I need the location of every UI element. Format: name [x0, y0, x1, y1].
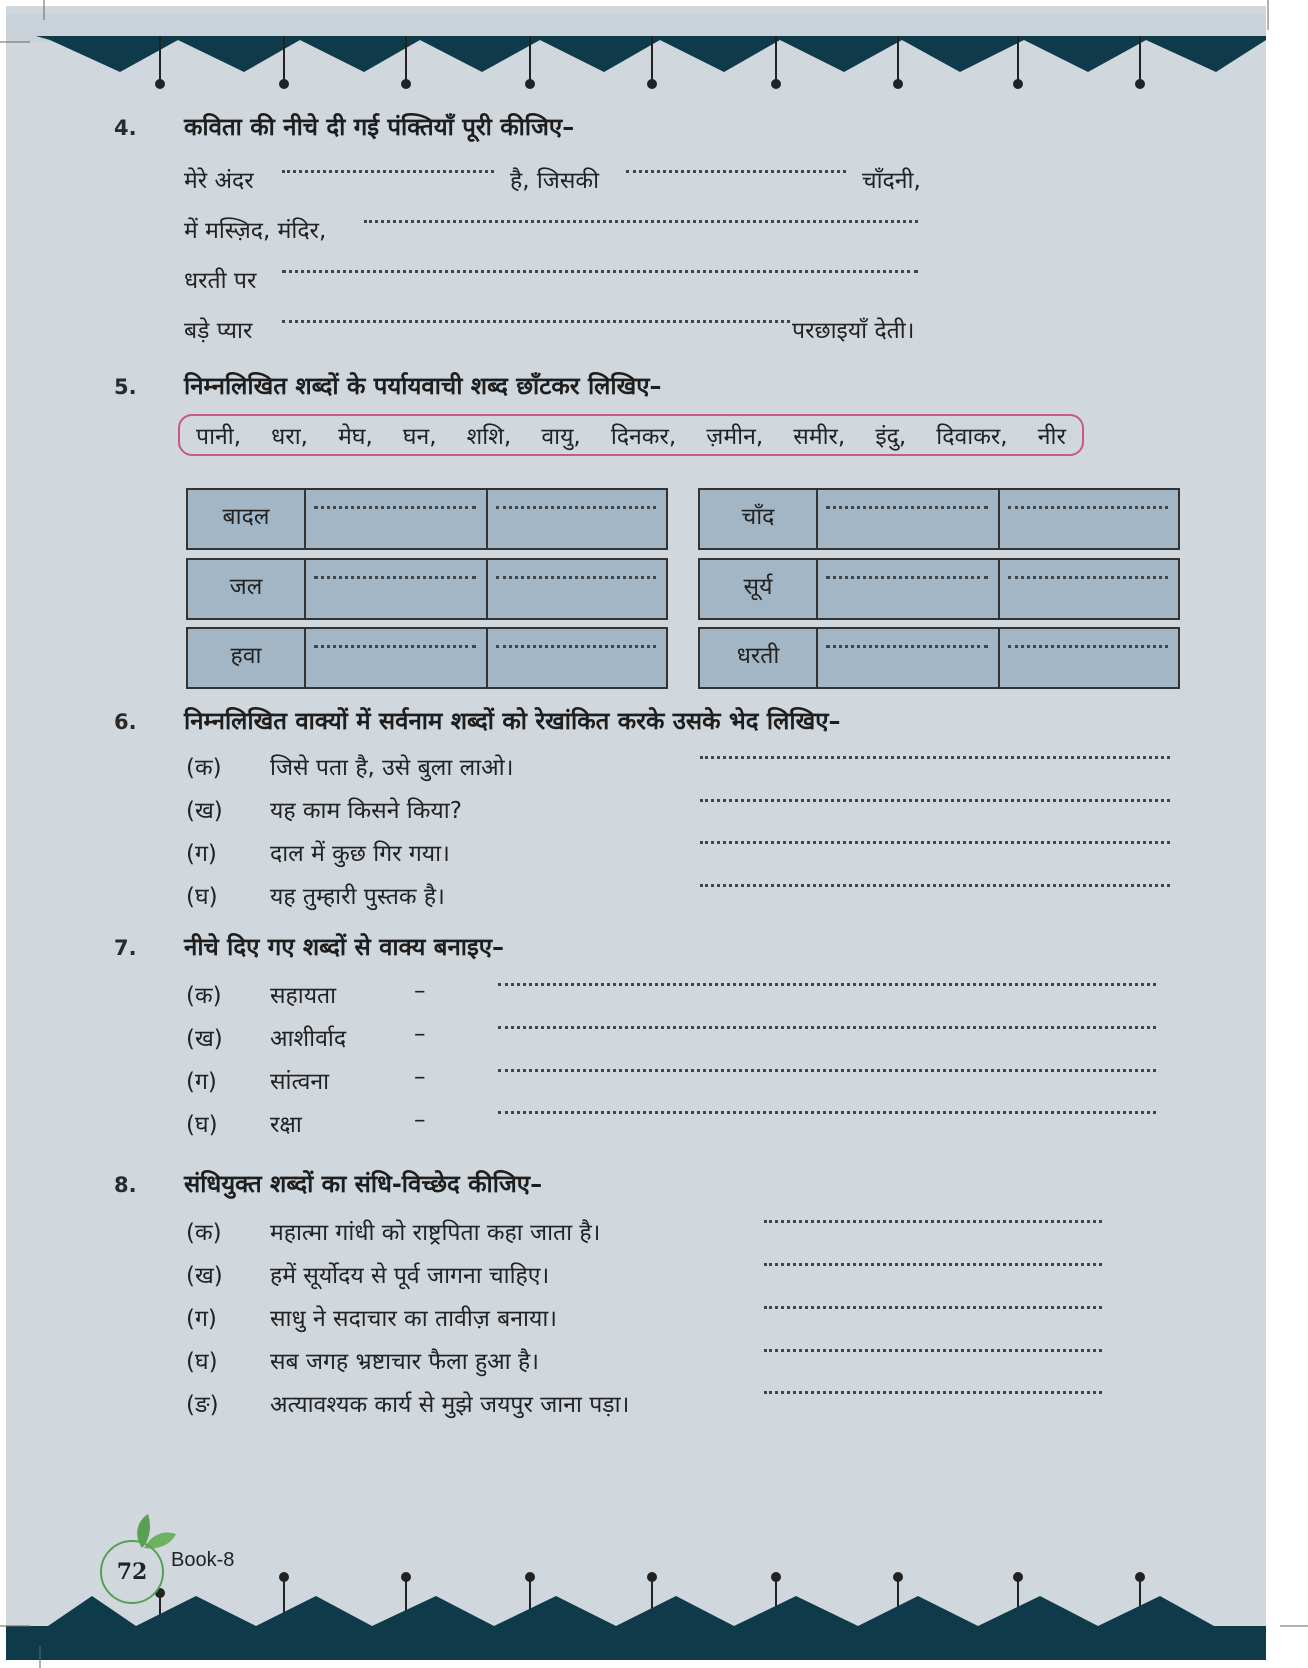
q8-item-label: (ख) [186, 1263, 223, 1289]
q8-item-text: साधु ने सदाचार का तावीज़ बनाया। [270, 1306, 558, 1332]
word-bank-item: मेघ, [338, 424, 373, 450]
q4-blank-4[interactable] [282, 270, 918, 273]
q4-blank-1[interactable] [282, 170, 494, 173]
q8-number: 8. [114, 1173, 137, 1197]
q6-answer-line[interactable] [700, 756, 1170, 759]
q8-answer-line[interactable] [764, 1263, 1102, 1266]
q7-item-label: (घ) [186, 1112, 218, 1138]
q7-dash: – [414, 1021, 426, 1047]
q4-blank-3[interactable] [364, 220, 918, 223]
q8-item-label: (घ) [186, 1349, 218, 1375]
word-bank-item: नीर [1037, 424, 1066, 450]
q8-item-text: सब जगह भ्रष्टाचार फैला हुआ है। [270, 1349, 539, 1375]
q8-item-label: (ग) [186, 1306, 217, 1332]
word-bank-item: वायु, [541, 424, 581, 450]
q7-item-word: रक्षा [270, 1112, 302, 1138]
q8-answer-line[interactable] [764, 1349, 1102, 1352]
page-number: 72 [100, 1540, 164, 1604]
q7-item-label: (क) [186, 983, 222, 1009]
q4-line4-a: बड़े प्यार [184, 318, 253, 344]
q7-title: नीचे दिए गए शब्दों से वाक्य बनाइए– [184, 933, 505, 961]
synonym-answer-cell[interactable] [818, 560, 1000, 618]
q8-answer-line[interactable] [764, 1220, 1102, 1223]
synonym-word: बादल [188, 490, 306, 548]
synonym-answer-cell[interactable] [306, 629, 488, 687]
q8-item-label: (ङ) [186, 1392, 219, 1418]
synonym-row [186, 488, 668, 550]
q6-item-label: (घ) [186, 884, 218, 910]
q7-dash: – [414, 978, 426, 1004]
q7-number: 7. [114, 936, 137, 960]
q4-line3: धरती पर [184, 268, 257, 294]
synonym-row [186, 627, 668, 689]
book-label: Book-8 [171, 1549, 235, 1571]
word-bank-item: दिनकर, [610, 424, 677, 450]
q4-number: 4. [114, 116, 137, 140]
q7-answer-line[interactable] [498, 1069, 1156, 1072]
q7-dash: – [414, 1064, 426, 1090]
q4-line1-c: चाँदनी, [862, 168, 921, 194]
q8-item-label: (क) [186, 1220, 222, 1246]
synonym-row [698, 488, 1180, 550]
q7-answer-line[interactable] [498, 1111, 1156, 1114]
q6-answer-line[interactable] [700, 884, 1170, 887]
q7-item-word: सहायता [270, 983, 337, 1009]
q7-item-label: (ख) [186, 1026, 223, 1052]
synonym-answer-cell[interactable] [1000, 629, 1178, 687]
q6-item-label: (ख) [186, 798, 223, 824]
q4-line1-b: है, जिसकी [510, 168, 600, 194]
q8-item-text: अत्यावश्यक कार्य से मुझे जयपुर जाना पड़ा। [270, 1392, 630, 1418]
q8-title: संधियुक्त शब्दों का संधि-विच्छेद कीजिए– [184, 1170, 543, 1198]
word-bank-item: ज़मीन, [706, 424, 764, 450]
q8-item-text: महात्मा गांधी को राष्ट्रपिता कहा जाता है। [270, 1220, 601, 1246]
word-bank-item: समीर, [793, 424, 846, 450]
synonym-row [186, 558, 668, 620]
q7-item-word: आशीर्वाद [270, 1026, 347, 1052]
synonym-word: धरती [700, 629, 818, 687]
synonym-answer-cell[interactable] [818, 490, 1000, 548]
q4-title: कविता की नीचे दी गई पंक्तियाँ पूरी कीजिए– [184, 113, 575, 141]
top-bunting-decoration [0, 0, 1308, 100]
synonym-word: जल [188, 560, 306, 618]
synonym-answer-cell[interactable] [306, 560, 488, 618]
q4-line1-a: मेरे अंदर [184, 168, 254, 194]
q6-answer-line[interactable] [700, 799, 1170, 802]
q7-answer-line[interactable] [498, 983, 1156, 986]
synonym-answer-cell[interactable] [488, 629, 666, 687]
word-bank-item: दिवाकर, [936, 424, 1008, 450]
q6-item-label: (क) [186, 755, 222, 781]
q4-line4-b: परछाइयाँ देती। [792, 318, 915, 344]
synonym-answer-cell[interactable] [488, 560, 666, 618]
q6-item-text: दाल में कुछ गिर गया। [270, 841, 450, 867]
q7-dash: – [414, 1107, 426, 1133]
q6-item-label: (ग) [186, 841, 217, 867]
q4-line2: में मस्ज़िद, मंदिर, [184, 218, 327, 244]
q4-blank-5[interactable] [282, 320, 790, 323]
q6-item-text: यह तुम्हारी पुस्तक है। [270, 884, 445, 910]
bottom-bunting-decoration [0, 1560, 1308, 1668]
synonym-answer-cell[interactable] [1000, 560, 1178, 618]
synonym-answer-cell[interactable] [1000, 490, 1178, 548]
q6-answer-line[interactable] [700, 841, 1170, 844]
q6-title: निम्नलिखित वाक्यों में सर्वनाम शब्दों को रेखांकित करके उसके भेद लिखिए– [184, 707, 841, 735]
synonym-word: चाँद [700, 490, 818, 548]
word-bank [178, 414, 1084, 456]
synonym-answer-cell[interactable] [306, 490, 488, 548]
q6-item-text: यह काम किसने किया? [270, 798, 462, 824]
q8-answer-line[interactable] [764, 1306, 1102, 1309]
word-bank-item: इंदु, [875, 424, 907, 450]
synonym-row [698, 558, 1180, 620]
q5-number: 5. [114, 375, 137, 399]
q5-title: निम्नलिखित शब्दों के पर्यायवाची शब्द छाँटकर लिखिए– [184, 372, 662, 400]
synonym-answer-cell[interactable] [818, 629, 1000, 687]
q7-item-label: (ग) [186, 1069, 217, 1095]
synonym-word: सूर्य [700, 560, 818, 618]
word-bank-item: घन, [402, 424, 437, 450]
q7-item-word: सांत्वना [270, 1069, 330, 1095]
q8-item-text: हमें सूर्योदय से पूर्व जागना चाहिए। [270, 1263, 550, 1289]
q7-answer-line[interactable] [498, 1026, 1156, 1029]
q6-number: 6. [114, 710, 137, 734]
word-bank-item: पानी, [196, 424, 242, 450]
q8-answer-line[interactable] [764, 1391, 1102, 1394]
synonym-row [698, 627, 1180, 689]
word-bank-item: धरा, [271, 424, 308, 450]
q6-item-text: जिसे पता है, उसे बुला लाओ। [270, 755, 514, 781]
synonym-word: हवा [188, 629, 306, 687]
q4-blank-2[interactable] [626, 170, 846, 173]
synonym-answer-cell[interactable] [488, 490, 666, 548]
word-bank-item: शशि, [466, 424, 512, 450]
